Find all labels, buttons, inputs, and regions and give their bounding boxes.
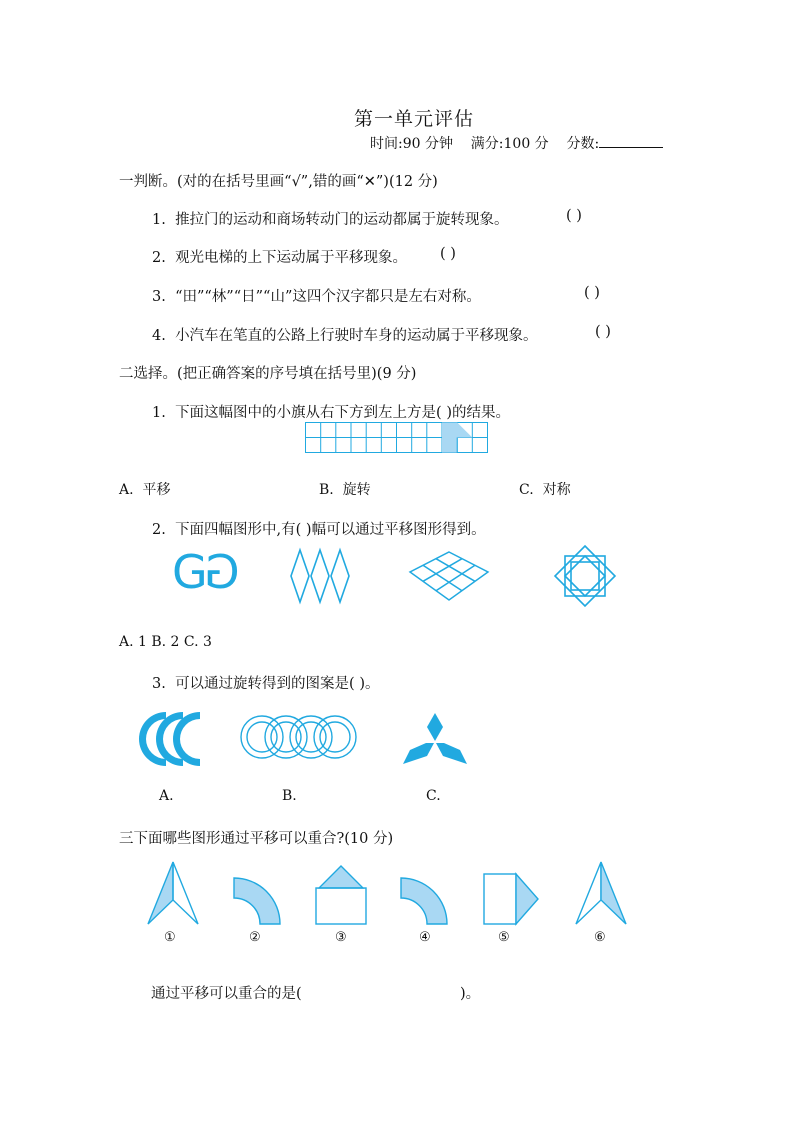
item-num: 2.: [152, 250, 166, 266]
full-score-label: 满分:100 分: [470, 136, 549, 152]
grid-flag-figure: [305, 422, 489, 454]
score-blank[interactable]: [599, 134, 663, 148]
section3-answer-prefix: 通过平移可以重合的是(: [151, 986, 302, 1002]
page-title: 第一单元评估: [354, 108, 475, 130]
shape-6-arrowhead: [574, 860, 628, 926]
shape-1-arrowhead: [146, 860, 200, 926]
time-label: 时间:90 分钟: [370, 136, 453, 152]
item-num: 2.: [152, 522, 166, 538]
option-letter: B.: [319, 482, 334, 498]
option-letter: C.: [519, 482, 534, 498]
item-text: “田”“林”“日”“山”这四个汉字都只是左右对称。: [175, 289, 481, 305]
section3-answer-suffix: )。: [460, 986, 481, 1002]
item-num: 1.: [152, 212, 166, 228]
section2-heading: 二选择。(把正确答案的序号填在括号里)(9 分): [119, 366, 417, 382]
shape-label-5: ⑤: [498, 930, 510, 945]
judge-answer-3[interactable]: ( ): [584, 285, 600, 301]
shape-label-6: ⑥: [594, 930, 606, 945]
choice-q1: [152, 401, 510, 422]
q1-option-b[interactable]: [319, 479, 371, 499]
choice-q2: [152, 518, 486, 539]
q1-option-c[interactable]: [519, 479, 571, 499]
g-letter-mirrored: G: [205, 545, 240, 599]
judge-item-3: [152, 285, 481, 306]
item-text: 可以通过旋转得到的图案是( )。: [175, 676, 380, 692]
item-num: 3.: [152, 289, 166, 305]
option-text: 旋转: [342, 482, 371, 498]
rings-figure: [238, 712, 360, 762]
judge-item-1: [152, 208, 509, 229]
item-text: 推拉门的运动和商场转动门的运动都属于旋转现象。: [175, 212, 509, 228]
option-letter: A.: [119, 482, 134, 498]
section3-heading: 三下面哪些图形通过平移可以重合?(10 分): [119, 831, 394, 847]
shape-label-1: ①: [164, 930, 176, 945]
item-num: 4.: [152, 328, 166, 344]
judge-answer-1[interactable]: ( ): [566, 208, 582, 224]
section1-heading: 一判断。(对的在括号里画“√”,错的画“✕”)(12 分): [119, 174, 438, 190]
shape-label-2: ②: [249, 930, 261, 945]
q3-label-c[interactable]: C.: [426, 788, 441, 804]
judge-item-2: [152, 246, 407, 267]
choice-q3: [152, 672, 380, 693]
q3-label-a[interactable]: A.: [159, 788, 174, 804]
section3-answer-blank[interactable]: [324, 984, 456, 1002]
item-text: 下面这幅图中的小旗从右下方到左上方是( )的结果。: [175, 405, 510, 421]
q3-label-b[interactable]: B.: [282, 788, 297, 804]
three-diamonds-figure: [403, 712, 467, 766]
option-text: 对称: [542, 482, 571, 498]
item-num: 3.: [152, 676, 166, 692]
judge-item-4: [152, 324, 538, 345]
item-text: 小汽车在笔直的公路上行驶时车身的运动属于平移现象。: [175, 328, 538, 344]
judge-answer-2[interactable]: ( ): [440, 246, 456, 262]
diamonds-figure: [290, 549, 352, 603]
judge-answer-4[interactable]: ( ): [595, 324, 611, 340]
shape-4-quarter-ring: [399, 876, 449, 926]
rhombus-grid-figure: [408, 550, 490, 602]
item-text: 下面四幅图形中,有( )幅可以通过平移图形得到。: [175, 522, 486, 538]
octagram-figure: [552, 544, 618, 608]
item-text: 观光电梯的上下运动属于平移现象。: [175, 250, 408, 266]
score-label: 分数:: [566, 136, 600, 152]
item-num: 1.: [152, 405, 166, 421]
option-text: 平移: [142, 482, 171, 498]
shape-5-pentagon-arrow: [482, 872, 540, 926]
shape-3-house: [313, 864, 369, 926]
q1-option-a[interactable]: [119, 479, 170, 499]
gg-figure: [172, 542, 238, 602]
shape-label-3: ③: [335, 930, 347, 945]
shape-2-quarter-ring: [232, 876, 282, 926]
crescents-figure: [140, 710, 204, 768]
q2-options[interactable]: A. 1 B. 2 C. 3: [119, 634, 212, 650]
g-letter: G: [172, 545, 206, 599]
shape-label-4: ④: [419, 930, 431, 945]
meta-line: [370, 133, 663, 153]
